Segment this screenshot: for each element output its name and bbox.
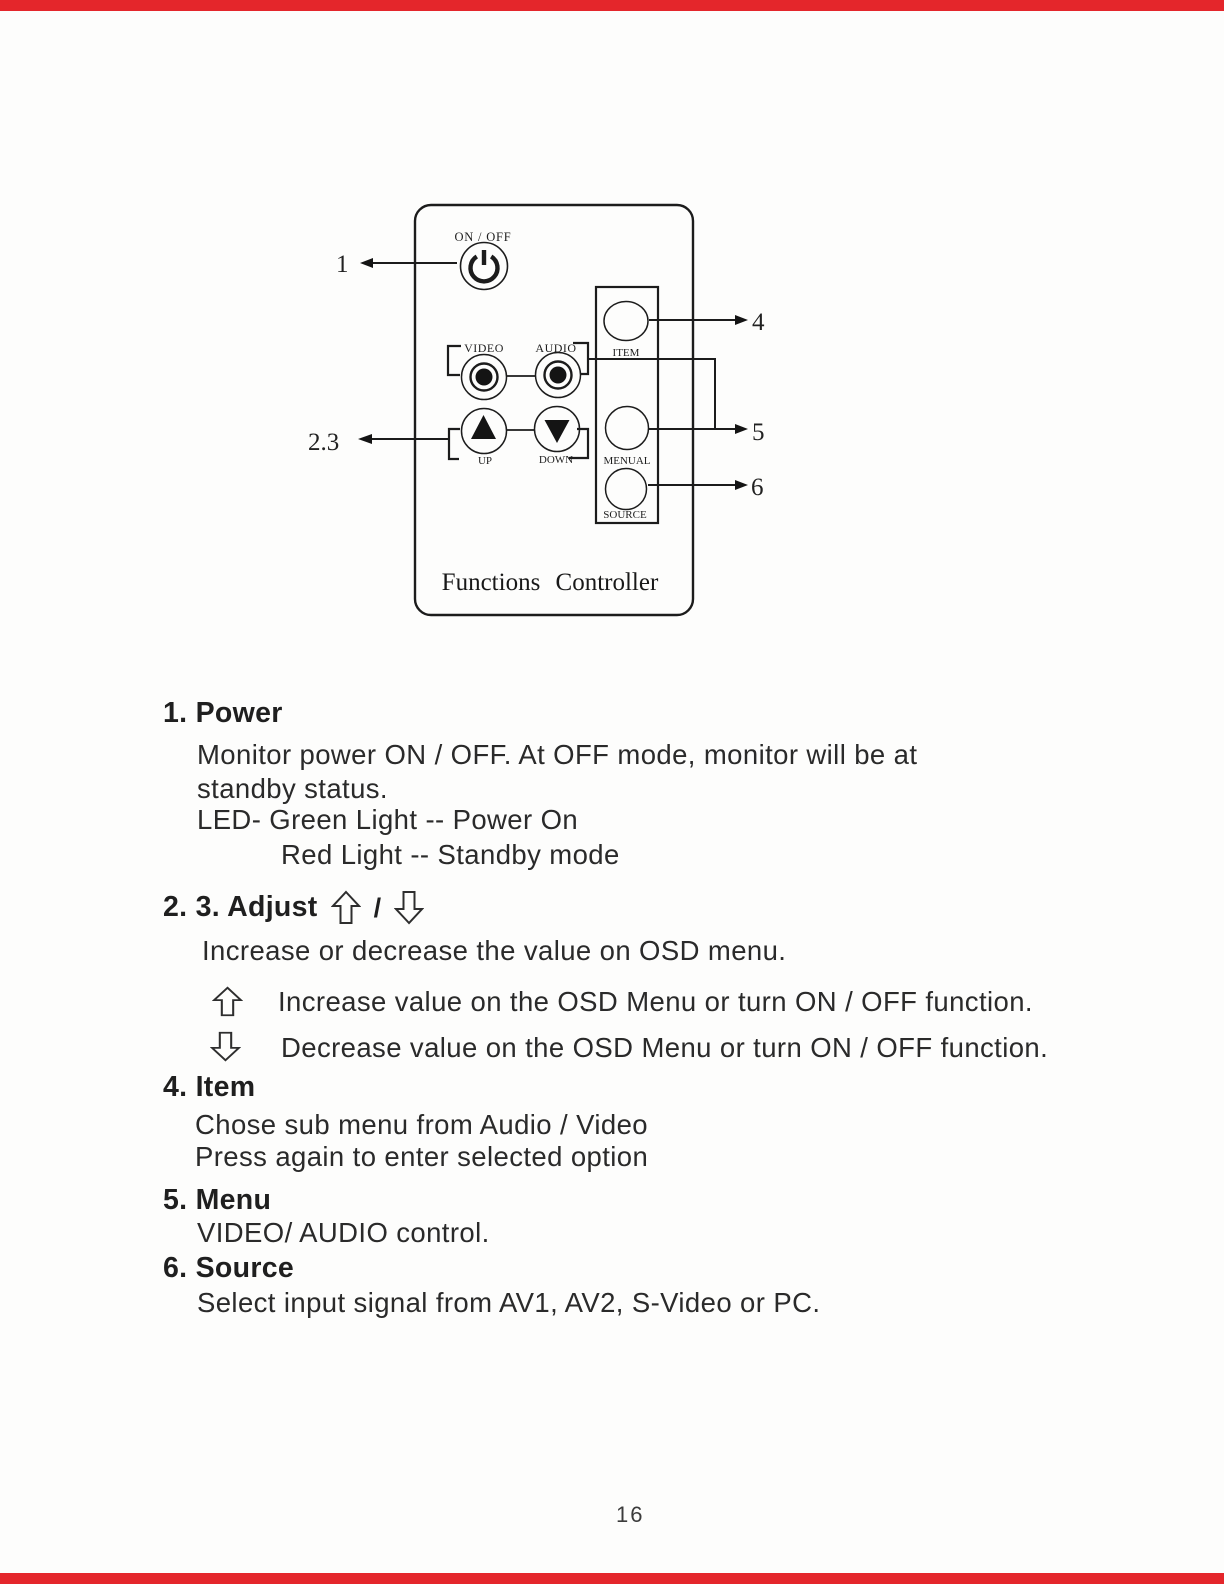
- adjust-heading-separator: /: [373, 893, 382, 923]
- video-bracket: [448, 346, 461, 375]
- menu-line-1: VIDEO/ AUDIO control.: [197, 1217, 490, 1248]
- source-button: [603, 469, 647, 522]
- page-number: 16: [616, 1502, 645, 1527]
- callout-power: [336, 251, 457, 278]
- down-arrow-icon: [394, 890, 424, 925]
- diagram-caption: Functions Controller: [441, 569, 659, 596]
- down-label: DOWN: [538, 454, 574, 466]
- up-arrow-icon: [331, 890, 361, 925]
- callout-6-number: 6: [751, 474, 764, 501]
- section-menu-heading: 5. Menu: [163, 1184, 272, 1216]
- triangle-down-icon: [545, 420, 570, 443]
- callout-menu: [649, 419, 765, 446]
- section-source-heading: 6. Source: [163, 1252, 295, 1284]
- remote-body-outline: [415, 205, 693, 615]
- triangle-up-icon: [471, 415, 496, 439]
- section-item-heading: 4. Item: [163, 1071, 256, 1103]
- power-button: [454, 230, 511, 290]
- item-button: [604, 302, 648, 360]
- up-bracket: [449, 429, 460, 459]
- item-line-2: Press again to enter selected option: [195, 1141, 649, 1172]
- callout-1-number: 1: [336, 251, 349, 278]
- power-line-3: LED- Green Light -- Power On: [197, 804, 579, 835]
- adjust-heading-text: 2. 3. Adjust: [163, 891, 318, 923]
- on-off-label: ON / OFF: [454, 230, 512, 244]
- callout-4-number: 4: [752, 309, 765, 336]
- video-label: VIDEO: [464, 341, 504, 355]
- adjust-increase-line: Increase value on the OSD Menu or turn ON / OFF function.: [278, 986, 1033, 1017]
- item-line-1: Chose sub menu from Audio / Video: [195, 1109, 648, 1140]
- down-arrow-bullet-icon: [210, 1031, 241, 1062]
- source-label: SOURCE: [603, 509, 647, 521]
- item-label: ITEM: [612, 347, 640, 359]
- adjust-decrease-line: Decrease value on the OSD Menu or turn ON / OFF function.: [281, 1032, 1049, 1063]
- up-arrow-bullet-icon: [212, 986, 243, 1017]
- section-power-heading: 1. Power: [163, 697, 283, 729]
- power-line-1: Monitor power ON / OFF. At OFF mode, monitor will be at: [197, 739, 918, 770]
- callout-source: [648, 474, 764, 501]
- adjust-intro-line: Increase or decrease the value on OSD menu.: [202, 935, 787, 966]
- scan-artifact-bottom-bar: [0, 1573, 1224, 1584]
- menu-button: [603, 407, 650, 468]
- source-line-1: Select input signal from AV1, AV2, S-Video or PC.: [197, 1287, 821, 1318]
- functions-controller-diagram: [0, 0, 1224, 660]
- video-button: [462, 341, 507, 400]
- power-line-4: Red Light -- Standby mode: [281, 839, 620, 870]
- section-adjust-heading: [163, 890, 424, 925]
- up-button: [462, 409, 507, 468]
- menu-label: MENUAL: [603, 455, 651, 467]
- power-line-2: standby status.: [197, 773, 388, 804]
- callout-23-number: 2.3: [308, 429, 340, 456]
- up-label: UP: [477, 455, 493, 467]
- audio-button: [535, 341, 580, 398]
- audio-label: AUDIO: [535, 341, 577, 355]
- callout-adjust: [308, 429, 449, 456]
- callout-5-number: 5: [752, 419, 765, 446]
- callout-item: [649, 309, 765, 336]
